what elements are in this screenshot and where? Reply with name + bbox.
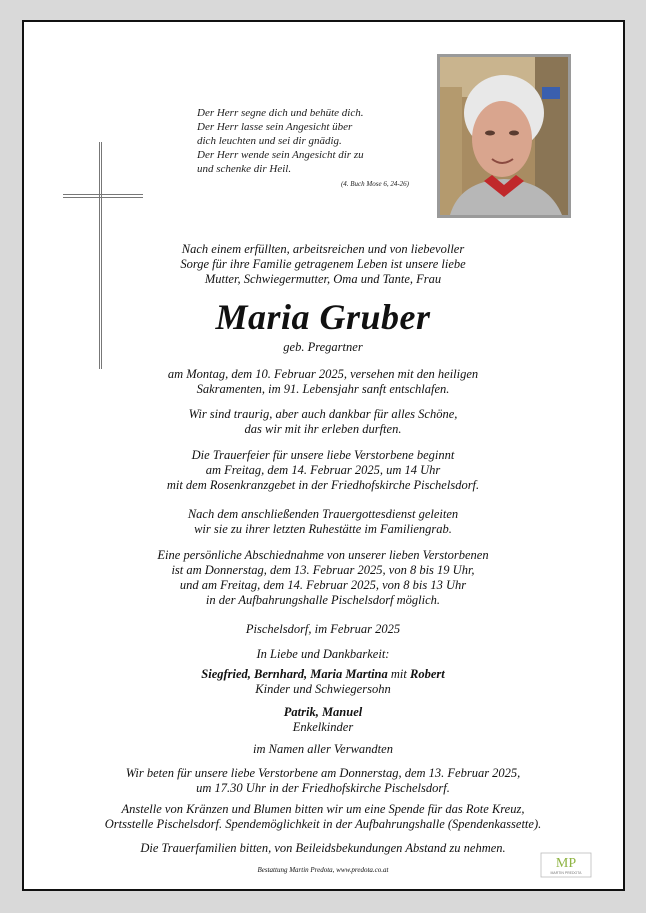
verse-reference: (4. Buch Mose 6, 24-26) [340,180,409,188]
verse-line: Der Herr segne dich und behüte dich. [197,107,364,119]
grandchildren-role: Enkelkinder [292,720,354,734]
intro-line: Sorge für ihre Familie getragenem Leben ist unsere liebe [180,257,466,271]
burial-paragraph [30,507,616,537]
grandchildren-block [30,705,616,735]
funeral-home-logo [540,852,592,878]
intro-line: Mutter, Schwiegermutter, Oma und Tante, Frau [204,272,442,286]
svg-text:MARTIN PREDOTA: MARTIN PREDOTA [550,871,582,875]
farewell-line: und am Freitag, dem 14. Februar 2025, von 8 bis 13 Uhr [179,578,467,592]
donation-line: Anstelle von Kränzen und Blumen bitten wir um eine Spende für das Rote Kreuz, [121,802,525,816]
deceased-name: Maria Gruber [215,297,431,337]
gratitude-line: Wir sind traurig, aber auch dankbar für alles Schöne, [188,407,458,421]
place-date: Pischelsdorf, im Februar 2025 [245,622,401,636]
prayer-line: um 17.30 Uhr in der Friedhofskirche Pischelsdorf. [196,781,450,795]
farewell-line: ist am Donnerstag, dem 13. Februar 2025, von 8 bis 19 Uhr, [171,563,475,577]
intro-paragraph [30,242,616,287]
death-notice-line: am Montag, dem 10. Februar 2025, versehen mit den heiligen [167,367,479,381]
maiden-name: geb. Pregartner [283,340,363,354]
svg-text:MP: MP [555,856,577,871]
children-block [30,667,616,697]
children-names: Siegfried, Bernhard, Maria Martina [201,667,388,681]
farewell-line: Eine persönliche Abschiednahme von unserer lieben Verstorbenen [157,548,489,562]
portrait-photo [437,54,571,218]
children-partner: Robert [410,667,445,681]
cross-horizontal-icon [63,194,143,198]
prayer-line: Wir beten für unsere liebe Verstorbene am Donnerstag, dem 13. Februar 2025, [125,766,521,780]
farewell-paragraph [30,548,616,608]
bible-verse [197,106,419,190]
death-notice [30,367,616,397]
portrait-image [440,57,568,215]
footer-credit: Bestattung Martin Predota, www.predota.co.at [257,866,389,874]
intro-line: Nach einem erfüllten, arbeitsreichen und von liebevoller [181,242,465,256]
condolence-note: Die Trauerfamilien bitten, von Beileidsbekundungen Abstand zu nehmen. [140,841,506,855]
verse-line: Der Herr wende sein Angesicht dir zu [197,149,364,161]
children-role: Kinder und Schwiegersohn [255,682,391,696]
ceremony-line: Die Trauerfeier für unsere liebe Verstorbene beginnt [191,448,455,462]
gratitude-paragraph [30,407,616,437]
verse-line: dich leuchten und sei dir gnädig. [197,135,342,147]
grandchildren-names: Patrik, Manuel [283,705,363,719]
donation-paragraph [30,802,616,832]
verse-line: Der Herr lasse sein Angesicht über [197,121,353,133]
prayer-paragraph [30,766,616,796]
farewell-line: in der Aufbahrungshalle Pischelsdorf möglich. [205,593,441,607]
children-connector: mit [390,667,407,681]
ceremony-paragraph [30,448,616,493]
children-names-line [30,667,616,682]
gratitude-line: das wir mit ihr erleben durften. [244,422,402,436]
donation-line: Ortsstelle Pischelsdorf. Spendemöglichkeit in der Aufbahrungshalle (Spendenkassette). [104,817,542,831]
verse-line: und schenke dir Heil. [197,163,292,175]
death-notice-line: Sakramenten, im 91. Lebensjahr sanft entschlafen. [196,382,450,396]
love-line: In Liebe und Dankbarkeit: [256,647,390,661]
burial-line: wir sie zu ihrer letzten Ruhestätte im Familiengrab. [194,522,452,536]
burial-line: Nach dem anschließenden Trauergottesdienst geleiten [187,507,459,521]
relatives-line: im Namen aller Verwandten [253,742,393,756]
ceremony-line: am Freitag, dem 14. Februar 2025, um 14 Uhr [205,463,441,477]
ceremony-line: mit dem Rosenkranzgebet in der Friedhofskirche Pischelsdorf. [166,478,480,492]
